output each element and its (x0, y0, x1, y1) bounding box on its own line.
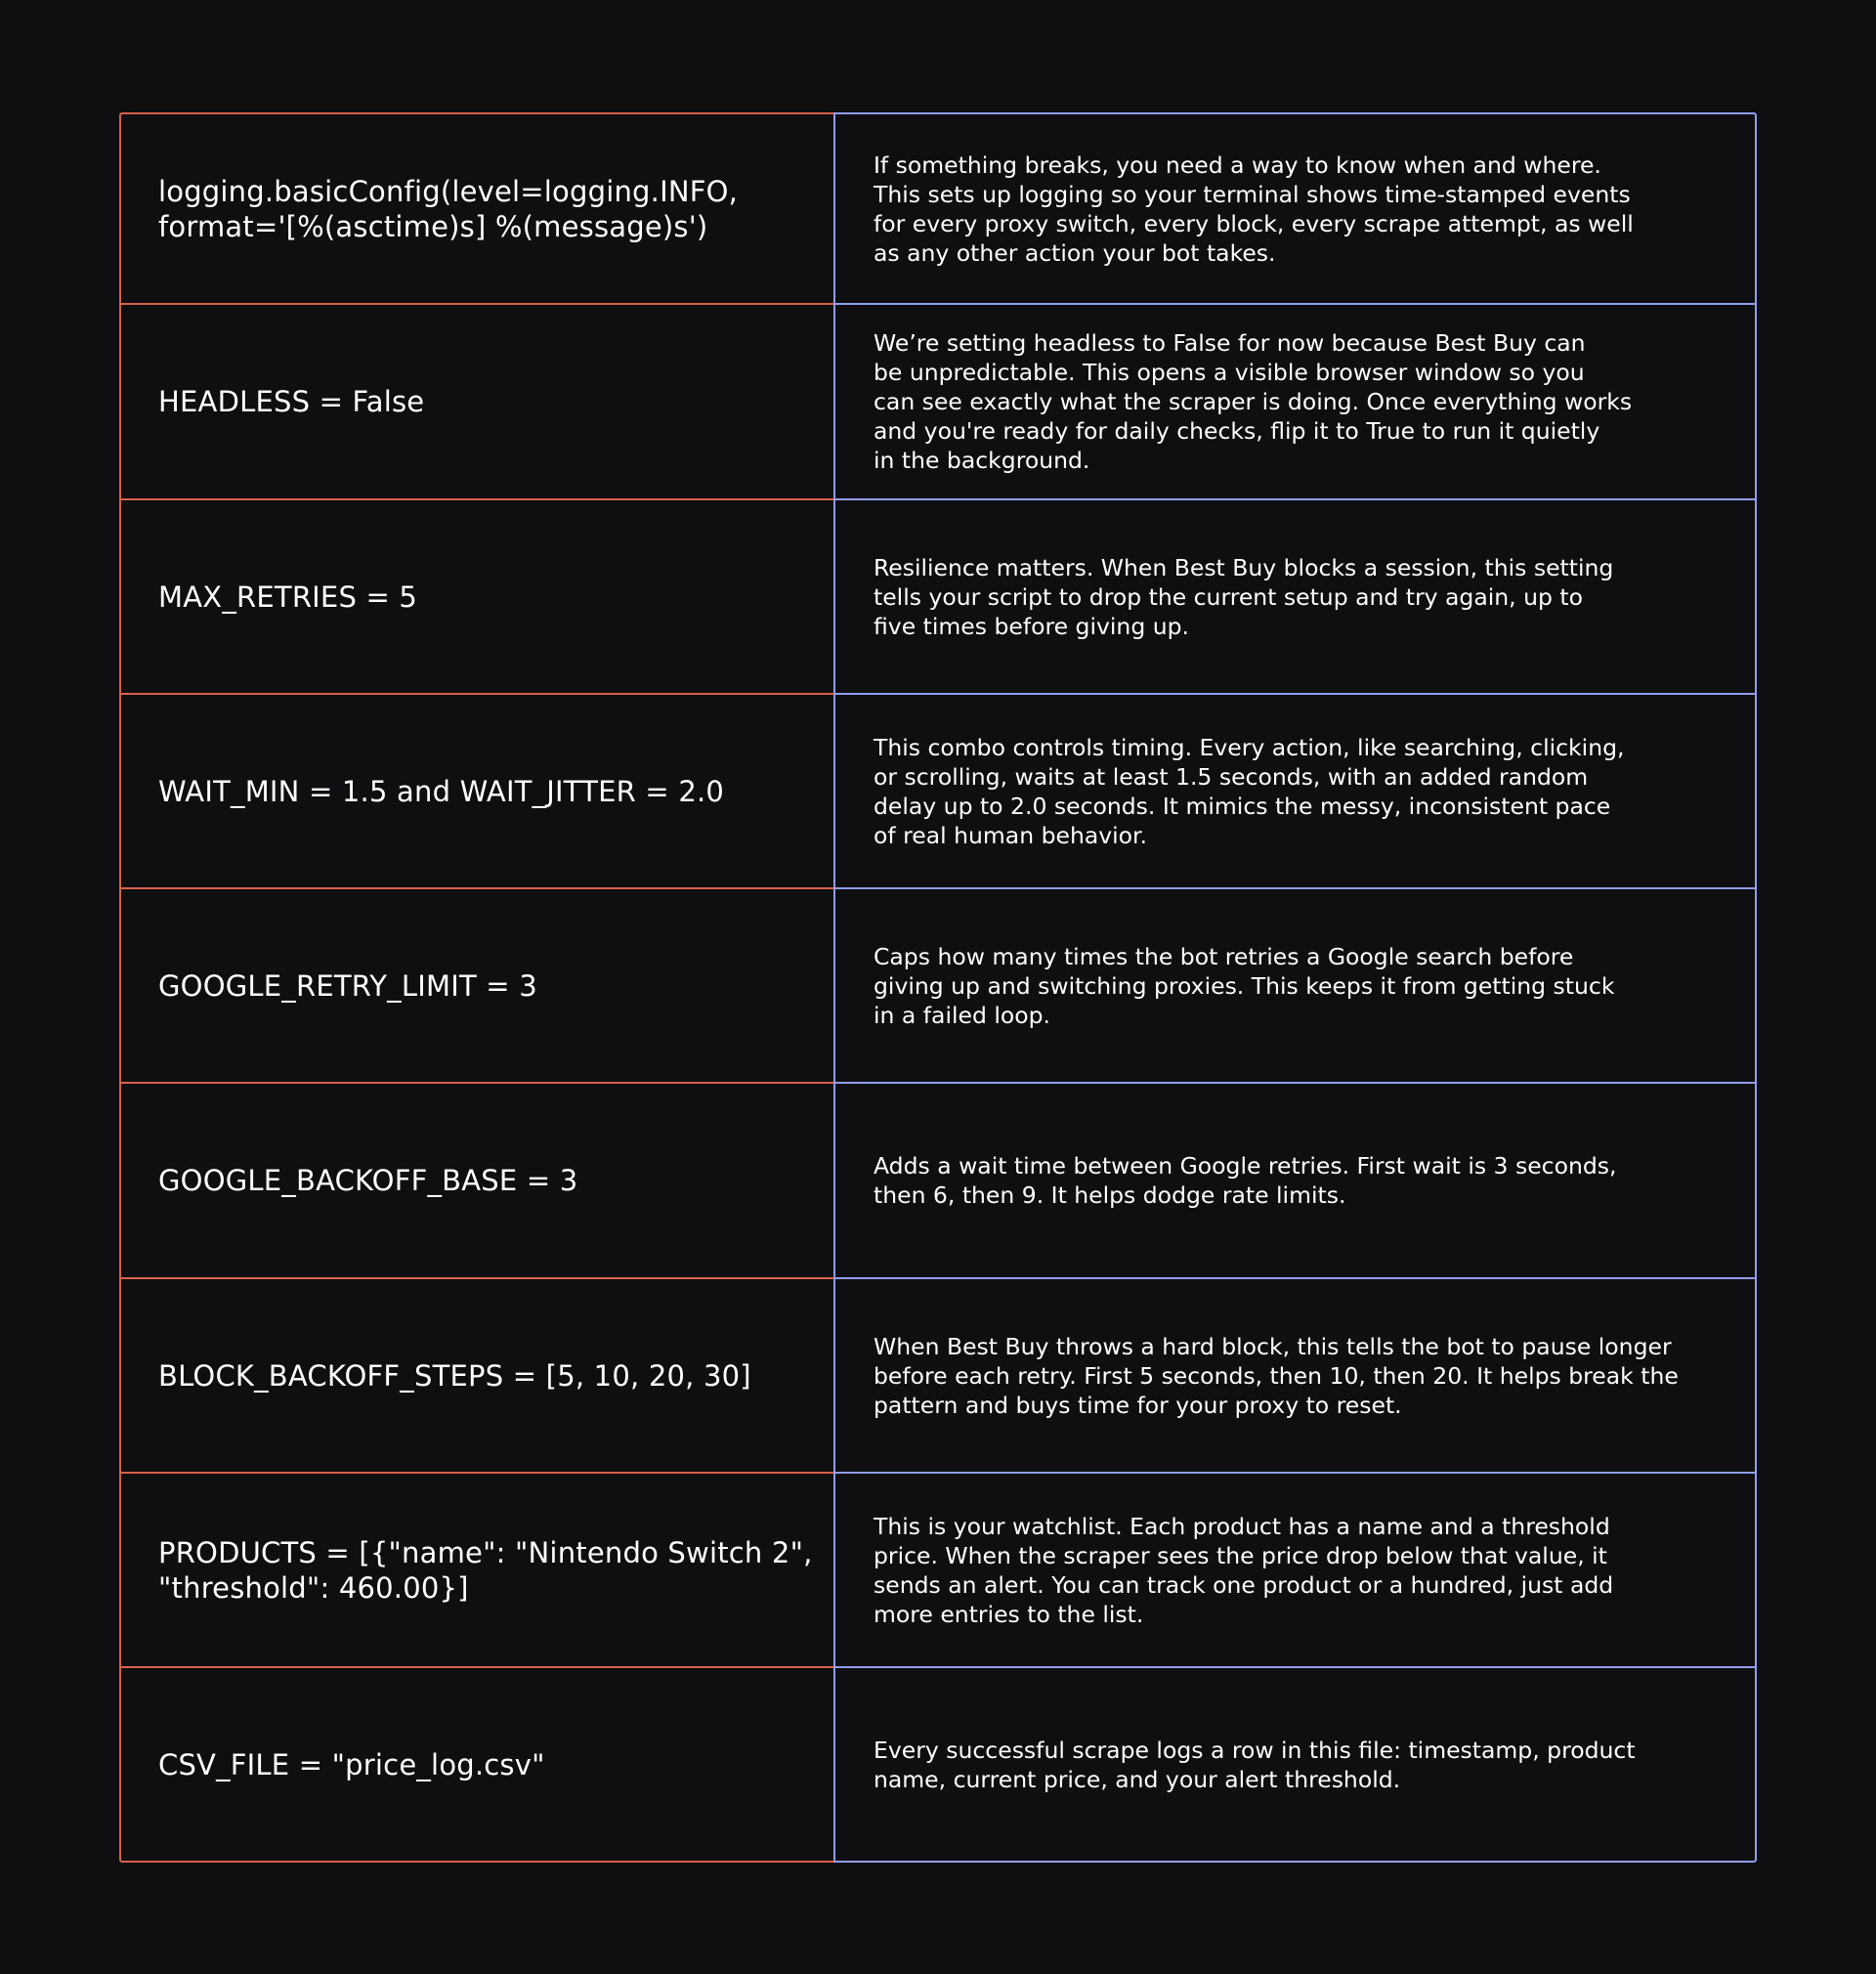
config-key-cell (119, 889, 833, 1084)
config-key: HEADLESS = False (158, 385, 425, 418)
config-description: This combo controls timing. Every action, like searching, clicking, or scrolling, waits at least 1.5 seconds, with an added random delay up to 2.0 seconds. It mimics the messy, inconsistent pace of real human behavior. (874, 733, 1625, 849)
config-key: GOOGLE_BACKOFF_BASE = 3 (158, 1164, 578, 1197)
config-key: CSV_FILE = "price_log.csv" (158, 1747, 545, 1781)
config-description-cell (833, 1668, 1757, 1863)
config-description: When Best Buy throws a hard block, this tells the bot to pause longer before each retry. First 5 seconds, then 10, then 20. It helps break the pattern and buys time for your proxy to reset. (874, 1332, 1679, 1419)
config-key: logging.basicConfig(level=logging.INFO, format='[%(asctime)s] %(message)s') (158, 174, 739, 243)
config-description-cell (833, 695, 1757, 889)
config-table (119, 112, 1757, 1863)
config-description: We’re setting headless to False for now because Best Buy can be unpredictable. This opens a visible browser window so you can see exactly what the scraper is doing. Once everything works and you're ready for daily checks, flip it to True to run it quietly in the background. (874, 329, 1633, 474)
config-key-cell (119, 1668, 833, 1863)
config-description: Adds a wait time between Google retries. First wait is 3 seconds, then 6, then 9. It helps dodge rate limits. (874, 1152, 1617, 1209)
config-key-cell (119, 112, 833, 305)
config-key: MAX_RETRIES = 5 (158, 579, 418, 614)
config-description-cell (833, 500, 1757, 695)
config-key: BLOCK_BACKOFF_STEPS = [5, 10, 20, 30] (158, 1358, 751, 1393)
config-description-cell (833, 112, 1757, 305)
config-key: GOOGLE_RETRY_LIMIT = 3 (158, 968, 537, 1003)
config-description-cell (833, 1279, 1757, 1474)
config-description-cell (833, 889, 1757, 1084)
config-key-cell (119, 1084, 833, 1279)
config-description: If something breaks, you need a way to know when and where. This sets up logging so your terminal shows time-stamped events for every proxy switch, every block, every scrape attempt, as well as any other action your bot takes. (874, 150, 1634, 267)
config-description: Resilience matters. When Best Buy blocks a session, this setting tells your script to drop the current setup and try again, up to five times before giving up. (874, 553, 1614, 640)
config-key: PRODUCTS = [{"name": "Nintendo Switch 2", "threshold": 460.00}] (158, 1535, 813, 1605)
config-description-cell (833, 1474, 1757, 1668)
config-description-cell (833, 305, 1757, 500)
config-key-cell (119, 1279, 833, 1474)
config-description: This is your watchlist. Each product has a name and a threshold price. When the scraper sees the price drop below that value, it sends an alert. You can track one product or a hundred, just add more entries to the list. (874, 1512, 1614, 1628)
config-key-cell (119, 500, 833, 695)
config-description: Caps how many times the bot retries a Google search before giving up and switching proxies. This keeps it from getting stuck in a failed loop. (874, 942, 1615, 1029)
config-key-cell (119, 1474, 833, 1668)
config-description: Every successful scrape logs a row in this file: timestamp, product name, current price, and your alert threshold. (874, 1736, 1636, 1793)
config-key-cell (119, 695, 833, 889)
config-key-cell (119, 305, 833, 500)
config-description-cell (833, 1084, 1757, 1279)
config-key: WAIT_MIN = 1.5 and WAIT_JITTER = 2.0 (158, 774, 725, 808)
